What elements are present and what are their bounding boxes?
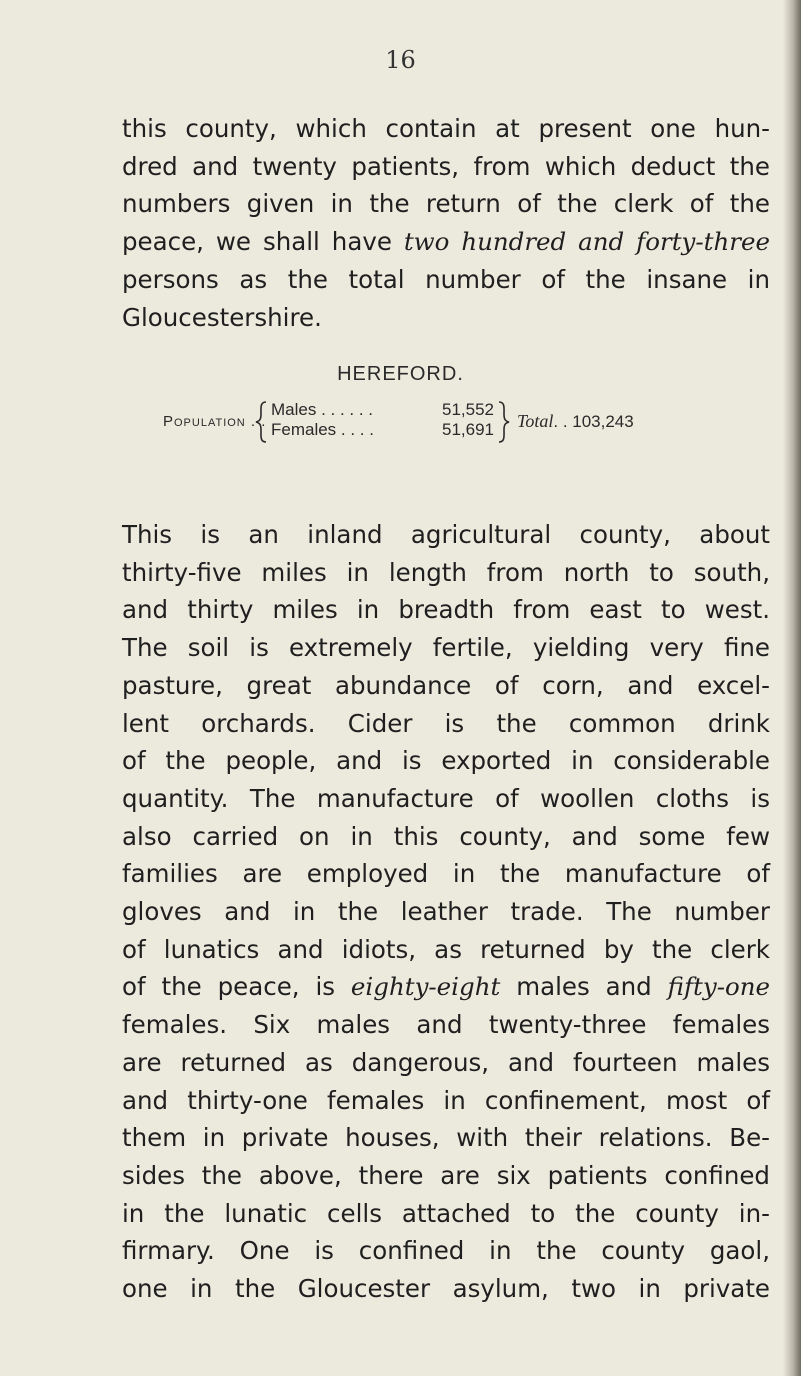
text-line: lent orchards. Cider is the common drink — [122, 708, 770, 738]
total-value: . . 103,243 — [553, 412, 634, 431]
italic-phrase: fifty-one — [667, 972, 771, 1002]
text-line: them in private houses, with their relations. Be- — [122, 1123, 770, 1153]
text-line: dred and twenty patients, from which deduct the — [122, 151, 770, 181]
males-value: 51,552 — [442, 400, 494, 419]
text-line: and thirty-one females in confinement, most of — [122, 1085, 770, 1115]
paragraph-gloucestershire — [122, 110, 770, 336]
italic-phrase: eighty-eight — [350, 972, 501, 1002]
females-label: Females . . . . — [271, 420, 374, 439]
text-line: females. Six males and twenty-three females — [122, 1010, 770, 1040]
left-brace-icon — [254, 400, 268, 444]
text-run: of the peace, is — [122, 972, 351, 1002]
count-column — [414, 400, 494, 440]
males-label: Males . . . . . . — [271, 400, 374, 419]
population-table — [163, 400, 763, 448]
text-line: thirty-five miles in length from north to south, — [122, 557, 770, 587]
females-value: 51,691 — [442, 420, 494, 439]
text-line: This is an inland agricultural county, about — [122, 520, 770, 549]
population-label: Population . . — [163, 413, 267, 430]
text-line: Gloucestershire. — [122, 302, 322, 332]
text-line: are returned as dangerous, and fourteen males — [122, 1047, 770, 1077]
total-label: Total — [517, 411, 554, 431]
text-run: peace, we shall have — [122, 227, 404, 257]
italic-phrase: two hundred and forty-three — [403, 227, 770, 257]
page-edge-shadow — [783, 0, 801, 1376]
text-line: pasture, great abundance of corn, and excel- — [122, 670, 770, 700]
text-line: one in the Gloucester asylum, two in private — [122, 1274, 770, 1304]
text-line: persons as the total number of the insane in — [122, 264, 770, 294]
population-total — [517, 411, 634, 432]
text-line: families are employed in the manufacture of — [122, 859, 770, 889]
text-line: of the people, and is exported in considerable — [122, 746, 770, 776]
text-line: numbers given in the return of the clerk of the — [122, 189, 770, 219]
text-line: also carried on in this county, and some few — [122, 821, 770, 851]
text-line — [122, 968, 770, 1006]
page-number: 16 — [385, 46, 416, 74]
text-line: in the lunatic cells attached to the county in- — [122, 1198, 770, 1228]
text-line: and thirty miles in breadth from east to west. — [122, 595, 770, 625]
paragraph-hereford — [122, 516, 770, 1308]
text-line: gloves and in the leather trade. The number — [122, 897, 770, 927]
text-line: quantity. The manufacture of woollen cloths is — [122, 783, 770, 813]
text-line: this county, which contain at present one hun- — [122, 114, 770, 143]
section-heading: HEREFORD. — [337, 363, 464, 385]
text-line: of lunatics and idiots, as returned by the clerk — [122, 934, 770, 964]
text-line: sides the above, there are six patients confined — [122, 1160, 770, 1190]
text-line: firmary. One is confined in the county gaol, — [122, 1236, 770, 1266]
right-brace-icon — [497, 400, 511, 444]
sex-column — [271, 400, 374, 440]
text-line — [122, 223, 770, 261]
text-line: The soil is extremely fertile, yielding very fine — [122, 633, 770, 663]
text-run: males and — [500, 972, 668, 1002]
